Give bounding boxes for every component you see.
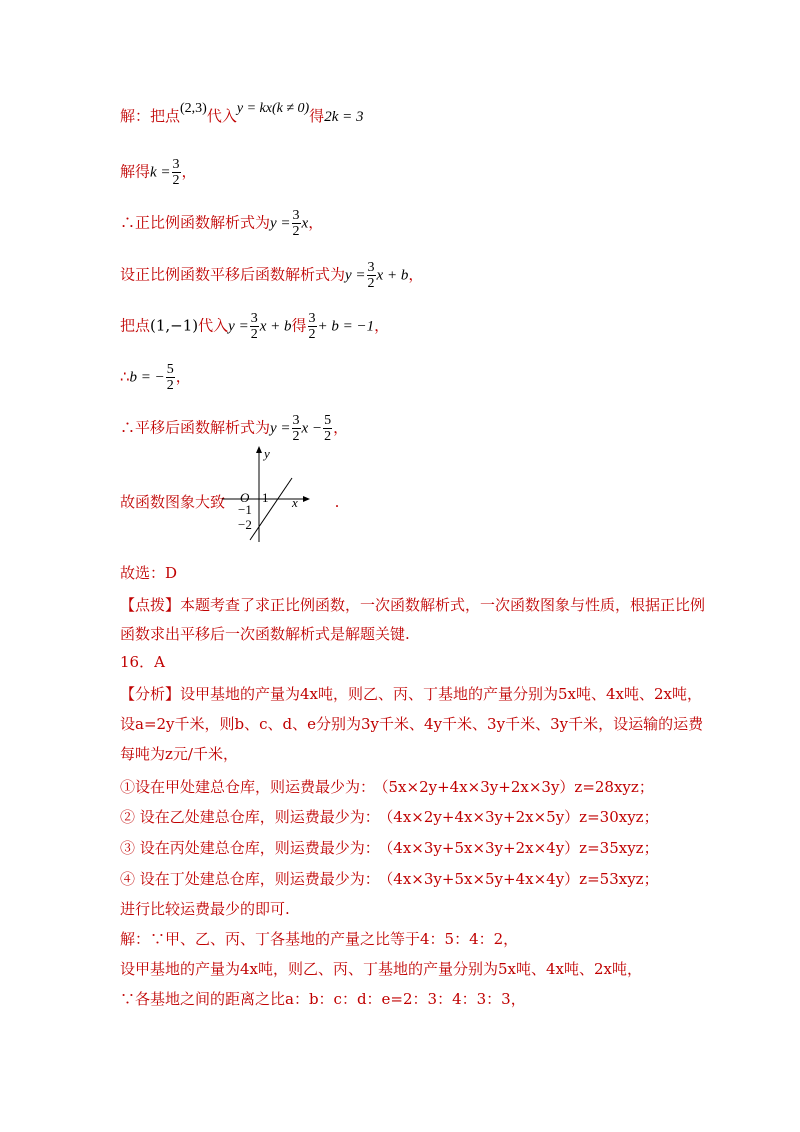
numerator: 5	[166, 362, 174, 377]
math-expression: y =	[270, 420, 291, 437]
text: 代入	[198, 316, 229, 335]
text: 设正比例函数平移后函数解析式为	[120, 265, 346, 284]
math-expression: （4x×3y+5x×3y+2x×4y）z=35xyz；	[385, 839, 659, 857]
denominator: 2	[166, 378, 174, 393]
math-expression: b = −	[129, 369, 165, 386]
origin-label: O	[240, 490, 250, 505]
solution-16-line-1: 解：∵甲、乙、丙、丁各基地的产量之比等于4：5：4：2，	[120, 930, 519, 948]
math-expression: （5x×2y+4x×3y+2x×3y）z=28xyz；	[381, 778, 654, 796]
option-3-line	[120, 838, 659, 858]
solution-line-1	[120, 101, 364, 128]
fraction	[166, 362, 175, 393]
x-axis-label: x	[292, 495, 298, 510]
numerator: 3	[292, 413, 300, 428]
text: ，	[181, 162, 197, 181]
solution-line-6	[120, 362, 191, 393]
solution-16-line-3: ∵各基地之间的距离之比a：b：c：d：e=2：3：4：3：3，	[120, 990, 526, 1008]
answer-line: 故选：D	[120, 564, 178, 582]
text: ，	[374, 316, 390, 335]
numerator: 3	[367, 260, 375, 275]
tick-label-1: 1	[262, 490, 269, 505]
solution-line-4	[120, 260, 423, 291]
option-1-line	[120, 777, 654, 797]
math-expression: x −	[301, 420, 323, 437]
tick-label-neg1: −1	[238, 502, 252, 517]
math-expression: x + b	[376, 267, 409, 284]
math-expression: x + b	[259, 318, 292, 335]
math-expression: x	[301, 215, 309, 232]
hint-line-2: 函数求出平移后一次函数解析式是解题关键.	[120, 625, 410, 643]
conclusion-line: 进行比较运费最少的即可.	[120, 900, 290, 918]
text: ③ 设在丙处建总仓库，则运费最少为：	[120, 839, 380, 857]
denominator: 2	[172, 173, 180, 188]
text: ，	[175, 367, 191, 386]
option-2-line	[120, 807, 659, 827]
numerator: 3	[250, 311, 258, 326]
denominator: 2	[308, 327, 316, 342]
text: ∴正比例函数解析式为	[120, 213, 271, 232]
math-point: (1,−1)	[150, 316, 199, 335]
fraction	[367, 260, 376, 291]
text: 解得	[120, 162, 151, 181]
text: ∴平移后函数解析式为	[120, 418, 271, 437]
fraction	[172, 157, 181, 188]
solution-line-5	[120, 311, 389, 342]
numerator: 3	[172, 157, 180, 172]
solution-line-3	[120, 208, 323, 239]
math-expression: 2k = 3	[324, 109, 364, 125]
text: 代入	[206, 107, 237, 125]
fraction	[323, 413, 332, 444]
fraction	[292, 208, 301, 239]
numerator: 3	[308, 311, 316, 326]
numerator: 5	[324, 413, 332, 428]
math-expression: y =	[345, 267, 366, 284]
math-expression: （4x×2y+4x×3y+2x×5y）z=30xyz；	[385, 808, 659, 826]
text: 得	[291, 316, 307, 335]
solution-16-line-2: 设甲基地的产量为4x吨，则乙、丙、丁基地的产量分别为5x吨、4x吨、2x吨，	[120, 960, 643, 978]
text: ，	[308, 213, 324, 232]
math-expression: y =	[270, 215, 291, 232]
denominator: 2	[324, 429, 332, 444]
text: ② 设在乙处建总仓库，则运费最少为：	[120, 808, 380, 826]
math-point: (2,3)	[180, 101, 207, 116]
denominator: 2	[292, 224, 300, 239]
text: 得	[309, 107, 325, 125]
text: 故函数图象大致	[120, 493, 226, 511]
math-expression: + b = −1	[317, 318, 375, 335]
text: ①设在甲处建总仓库，则运费最少为：	[120, 778, 376, 796]
math-expression: （4x×3y+5x×5y+4x×4y）z=53xyz；	[385, 870, 659, 888]
question-16-answer: 16．A	[120, 653, 165, 671]
function-graph	[222, 444, 312, 544]
analysis-line-1: 【分析】设甲基地的产量为4x吨，则乙、丙、丁基地的产量分别为5x吨、4x吨、2x吨，	[120, 685, 703, 703]
text: ，	[408, 265, 424, 284]
denominator: 2	[292, 429, 300, 444]
tick-label-neg2: −2	[238, 517, 252, 532]
text: ④ 设在丁处建总仓库，则运费最少为：	[120, 870, 380, 888]
math-expression: k =	[150, 164, 171, 181]
math-expression: y =	[228, 318, 249, 335]
y-axis-label: y	[264, 446, 270, 461]
analysis-line-2: 设a=2y千米，则b、c、d、e分别为3y千米、4y千米、3y千米、3y千米，设运输的运费	[120, 715, 704, 733]
numerator: 3	[292, 208, 300, 223]
function-line	[250, 478, 292, 540]
text: 解：把点	[120, 107, 181, 125]
hint-line-1: 【点拨】本题考查了求正比例函数，一次函数解析式，一次函数图象与性质，根据正比例	[120, 596, 706, 614]
text: ∴	[120, 367, 130, 386]
text: 把点	[120, 316, 151, 335]
text: .	[334, 493, 340, 511]
fraction	[308, 311, 317, 342]
solution-line-2	[120, 157, 197, 188]
text: ，	[333, 418, 349, 437]
denominator: 2	[250, 327, 258, 342]
option-4-line	[120, 869, 659, 889]
denominator: 2	[367, 276, 375, 291]
analysis-line-3: 每吨为z元/千米，	[120, 745, 238, 763]
math-expression: y = kx(k ≠ 0)	[236, 101, 310, 116]
y-axis-arrow-icon	[256, 446, 262, 453]
fraction	[292, 413, 301, 444]
fraction	[250, 311, 259, 342]
solution-line-7	[120, 413, 348, 444]
x-axis-arrow-icon	[303, 496, 310, 502]
